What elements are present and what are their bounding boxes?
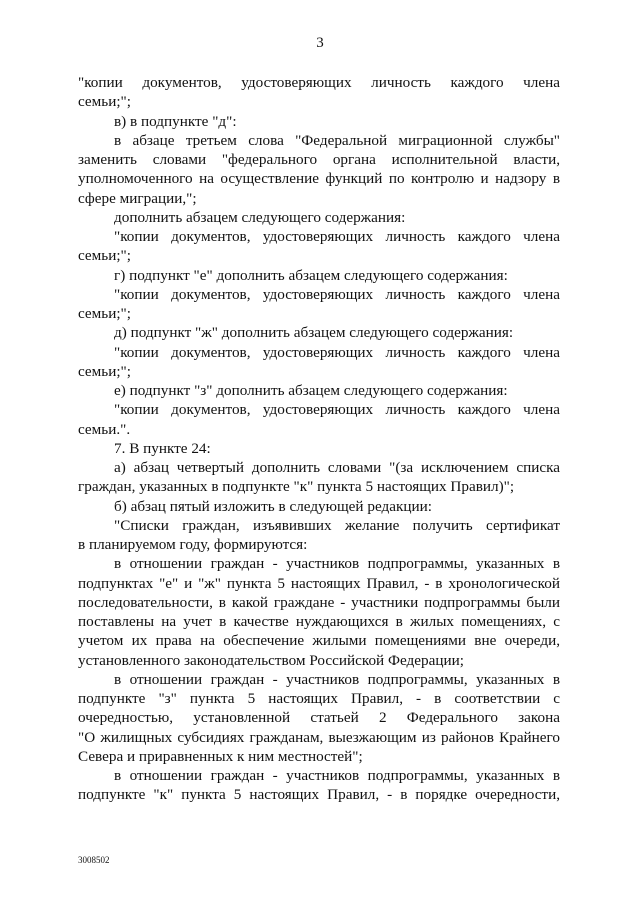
text-line: семьи;"; [78, 362, 131, 380]
text-line: г) подпункт "е" дополнить абзацем следующего содержания: [114, 266, 508, 284]
text-line: семьи.". [78, 420, 131, 438]
text-line: последовательности, в какой граждане - участники подпрограммы были [78, 593, 560, 611]
text-line: в отношении граждан - участников подпрограммы, указанных в [114, 670, 560, 688]
text-line: очередностью, установленной статьей 2 Федерального закона [78, 709, 560, 727]
text-line: е) подпункт "з" дополнить абзацем следующего содержания: [114, 382, 508, 399]
text-line: в) в подпункте "д": [114, 112, 237, 130]
text-line: Севера и приравненных к ним местностей"; [78, 747, 363, 765]
text-line: уполномоченного на осуществление функций по контролю и надзору в [78, 170, 560, 188]
text-line: учетом их права на обеспечение жилыми помещениями вне очереди, [78, 632, 560, 650]
text-line: д) подпункт "ж" дополнить абзацем следующего содержания: [114, 324, 514, 342]
text-line: в абзаце третьем слова "Федеральной миграционной службы" [114, 131, 560, 149]
text-line: семьи;"; [78, 305, 131, 322]
text-line: установленного законодательством Российской Федерации; [78, 651, 464, 669]
text-line: сфере миграции,"; [78, 189, 197, 207]
text-line: "копии документов, удостоверяющих личность каждого члена [78, 74, 560, 91]
text-line: в отношении граждан - участников подпрограммы, указанных в [114, 555, 560, 573]
text-line: граждан, указанных в подпункте "к" пункта 5 настоящих Правил)"; [78, 478, 515, 496]
text-line: 7. В пункте 24: [114, 439, 211, 457]
text-line: "Списки граждан, изъявивших желание получить сертификат [114, 516, 560, 534]
text-line: заменить словами "федерального органа исполнительной власти, [78, 151, 560, 168]
text-line: "копии документов, удостоверяющих личность каждого члена [114, 343, 560, 361]
text-line: б) абзац пятый изложить в следующей редакции: [114, 497, 432, 515]
text-line: подпунктах "е" и "ж" пункта 5 настоящих Правил, - в хронологической [78, 574, 560, 592]
text-line: дополнить абзацем следующего содержания: [114, 208, 406, 226]
text-line: семьи;"; [78, 93, 131, 111]
text-line: в планируемом году, формируются: [78, 536, 308, 553]
page-number: 3 [316, 35, 324, 51]
text-line: подпункте "з" пункта 5 настоящих Правил, - в соответствии с [78, 690, 560, 707]
document-code: 3008502 [78, 855, 110, 865]
text-line: семьи;"; [78, 247, 131, 265]
text-line: "копии документов, удостоверяющих личность каждого члена [114, 401, 560, 419]
text-line: "копии документов, удостоверяющих личность каждого члена [114, 228, 560, 245]
text-line: поставлены на учет в качестве нуждающихся в жилых помещениях, с [78, 613, 560, 630]
text-line: подпункте "к" пункта 5 настоящих Правил, - в порядке очередности, [78, 786, 560, 804]
text-line: "О жилищных субсидиях гражданам, выезжающим из районов Крайнего [78, 728, 560, 746]
text-line: "копии документов, удостоверяющих личность каждого члена [114, 285, 560, 303]
text-line: а) абзац четвертый дополнить словами "(за исключением списка [114, 459, 560, 476]
document-body [78, 73, 560, 805]
text-line: в отношении граждан - участников подпрограммы, указанных в [114, 767, 560, 784]
